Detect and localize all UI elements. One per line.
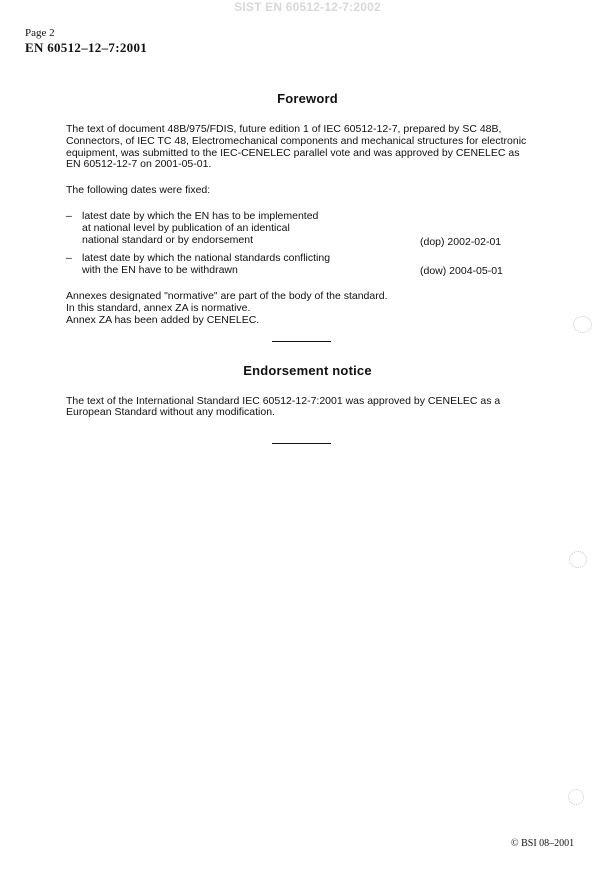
- foreword-intro-line: Connectors, of IEC TC 48, Electromechanical components and mechanical structures for electronic: [66, 135, 527, 147]
- annex-line: Annexes designated "normative" are part of the body of the standard.: [66, 290, 388, 302]
- foreword-intro-line: equipment, was submitted to the IEC-CENELEC parallel vote and was approved by CENELEC as: [66, 147, 520, 159]
- foreword-heading: Foreword: [277, 91, 338, 106]
- date-item-line: at national level by publication of an identical: [82, 222, 290, 234]
- date-value-dow: (dow) 2004-05-01: [420, 265, 503, 277]
- copyright-footer: © BSI 08–2001: [511, 838, 575, 849]
- punch-hole-mark: [569, 551, 587, 568]
- annex-line: In this standard, annex ZA is normative.: [66, 302, 251, 314]
- endorsement-line: European Standard without any modification.: [66, 406, 275, 418]
- annex-line: Annex ZA has been added by CENELEC.: [66, 314, 260, 326]
- foreword-intro-line: The text of document 48B/975/FDIS, future edition 1 of IEC 60512-12-7, prepared by SC 48B,: [66, 123, 502, 135]
- date-item-line: with the EN have to be withdrawn: [82, 264, 238, 276]
- date-value-dop: (dop) 2002-02-01: [420, 236, 502, 248]
- date-item-line: latest date by which the EN has to be implemented: [82, 210, 319, 222]
- dates-intro: The following dates were fixed:: [66, 184, 211, 196]
- section-divider: [272, 443, 331, 444]
- section-divider: [272, 341, 331, 342]
- list-bullet: –: [66, 252, 72, 264]
- foreword-intro-line: EN 60512-12-7 on 2001-05-01.: [66, 158, 212, 170]
- date-item-line: latest date by which the national standards conflicting: [82, 252, 331, 264]
- document-id: EN 60512–12–7:2001: [25, 40, 148, 55]
- page-label: Page 2: [25, 27, 55, 39]
- watermark: SIST EN 60512-12-7:2002: [234, 0, 381, 14]
- punch-hole-mark: [573, 316, 592, 333]
- endorsement-line: The text of the International Standard IEC 60512-12-7:2001 was approved by CENELEC as a: [66, 395, 501, 407]
- punch-hole-mark: [568, 789, 584, 805]
- list-bullet: –: [66, 210, 72, 222]
- date-item-line: national standard or by endorsement: [82, 234, 254, 246]
- endorsement-heading: Endorsement notice: [243, 363, 372, 378]
